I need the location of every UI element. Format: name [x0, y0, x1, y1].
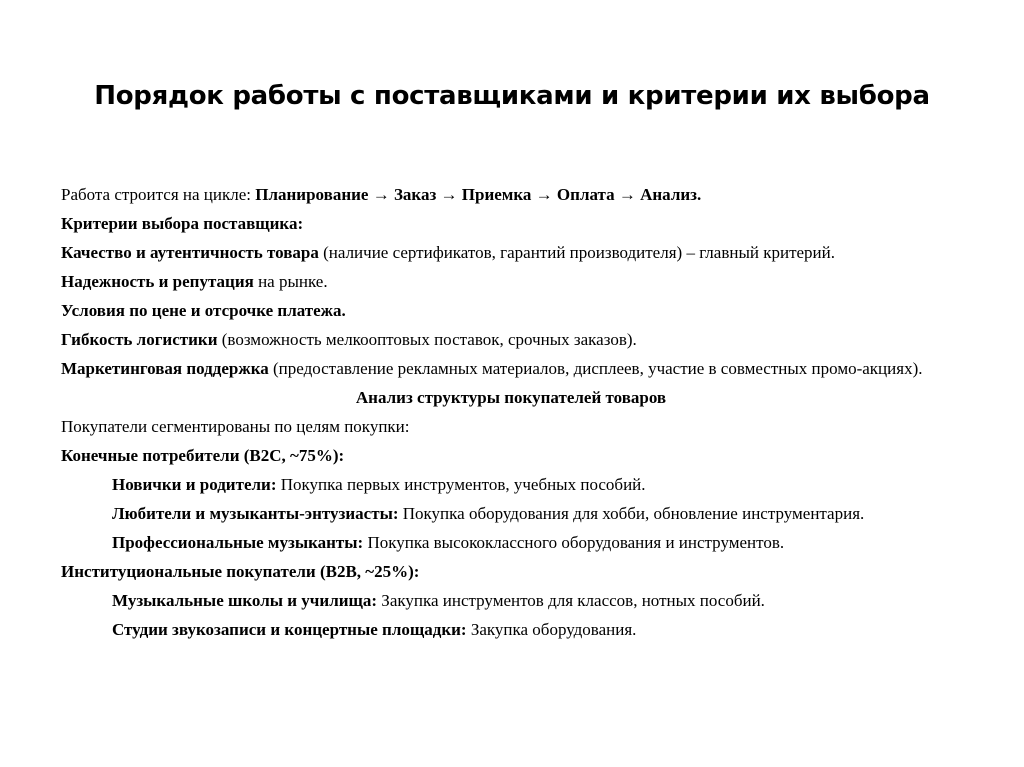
paragraph-text: на рынке. — [253, 272, 328, 291]
paragraph-bold: Профессиональные музыканты: — [112, 533, 364, 552]
paragraph-logistics — [61, 329, 961, 351]
paragraph-text: Закупка инструментов для классов, нотных пособий. — [377, 591, 765, 610]
paragraph-cycle — [61, 184, 961, 206]
paragraph-bold: Условия по цене и отсрочке платежа. — [61, 301, 346, 320]
paragraph-professionals — [61, 532, 961, 554]
paragraph-bold: Маркетинговая поддержка — [61, 359, 269, 378]
paragraph-text: Покупка оборудования для хобби, обновление инструментария. — [398, 504, 865, 523]
slide-body — [61, 184, 961, 648]
paragraph-criteria-heading — [61, 213, 961, 235]
paragraph-bold: Институциональные покупатели (B2B, ~25%): — [61, 562, 420, 581]
paragraph-bold: Анализ структуры покупателей товаров — [355, 388, 667, 407]
paragraph-text: (наличие сертификатов, гарантий производителя) – главный критерий. — [318, 243, 836, 262]
paragraph-text: Покупка высококлассного оборудования и инструментов. — [363, 533, 785, 552]
paragraph-text: Закупка оборудования. — [466, 620, 637, 639]
paragraph-bold: Студии звукозаписи и концертные площадки: — [112, 620, 467, 639]
paragraph-marketing — [61, 358, 961, 380]
paragraph-bold: Любители и музыканты-энтузиасты: — [112, 504, 399, 523]
paragraph-bold: Музыкальные школы и училища: — [112, 591, 378, 610]
paragraph-reliability — [61, 271, 961, 293]
slide-title: Порядок работы с поставщиками и критерии их выбора — [94, 81, 930, 111]
paragraph-enthusiasts — [61, 503, 961, 525]
paragraph-bold: Новички и родители: — [112, 475, 277, 494]
paragraph-segmentation — [61, 416, 961, 438]
paragraph-quality — [61, 242, 961, 264]
paragraph-text: (предоставление рекламных материалов, дисплеев, участие в совместных промо-акциях). — [268, 359, 923, 378]
paragraph-text: (возможность мелкооптовых поставок, срочных заказов). — [217, 330, 637, 349]
paragraph-bold: Надежность и репутация — [61, 272, 254, 291]
paragraph-b2b — [61, 561, 961, 583]
paragraph-text: Покупка первых инструментов, учебных пособий. — [276, 475, 646, 494]
paragraph-price-terms — [61, 300, 961, 322]
section-heading-buyers — [61, 387, 961, 409]
paragraph-bold: Гибкость логистики — [61, 330, 218, 349]
paragraph-bold: Критерии выбора поставщика: — [61, 214, 304, 233]
paragraph-bold: Конечные потребители (B2C, ~75%): — [61, 446, 345, 465]
paragraph-b2c — [61, 445, 961, 467]
paragraph-text: Работа строится на цикле: — [61, 185, 256, 204]
paragraph-bold: Качество и аутентичность товара — [61, 243, 319, 262]
paragraph-beginners — [61, 474, 961, 496]
cycle-steps: Планирование → Заказ → Приемка → Оплата → Анализ. — [255, 185, 702, 204]
paragraph-schools — [61, 590, 961, 612]
paragraph-studios — [61, 619, 961, 641]
paragraph-text: Покупатели сегментированы по целям покупки: — [61, 417, 410, 436]
